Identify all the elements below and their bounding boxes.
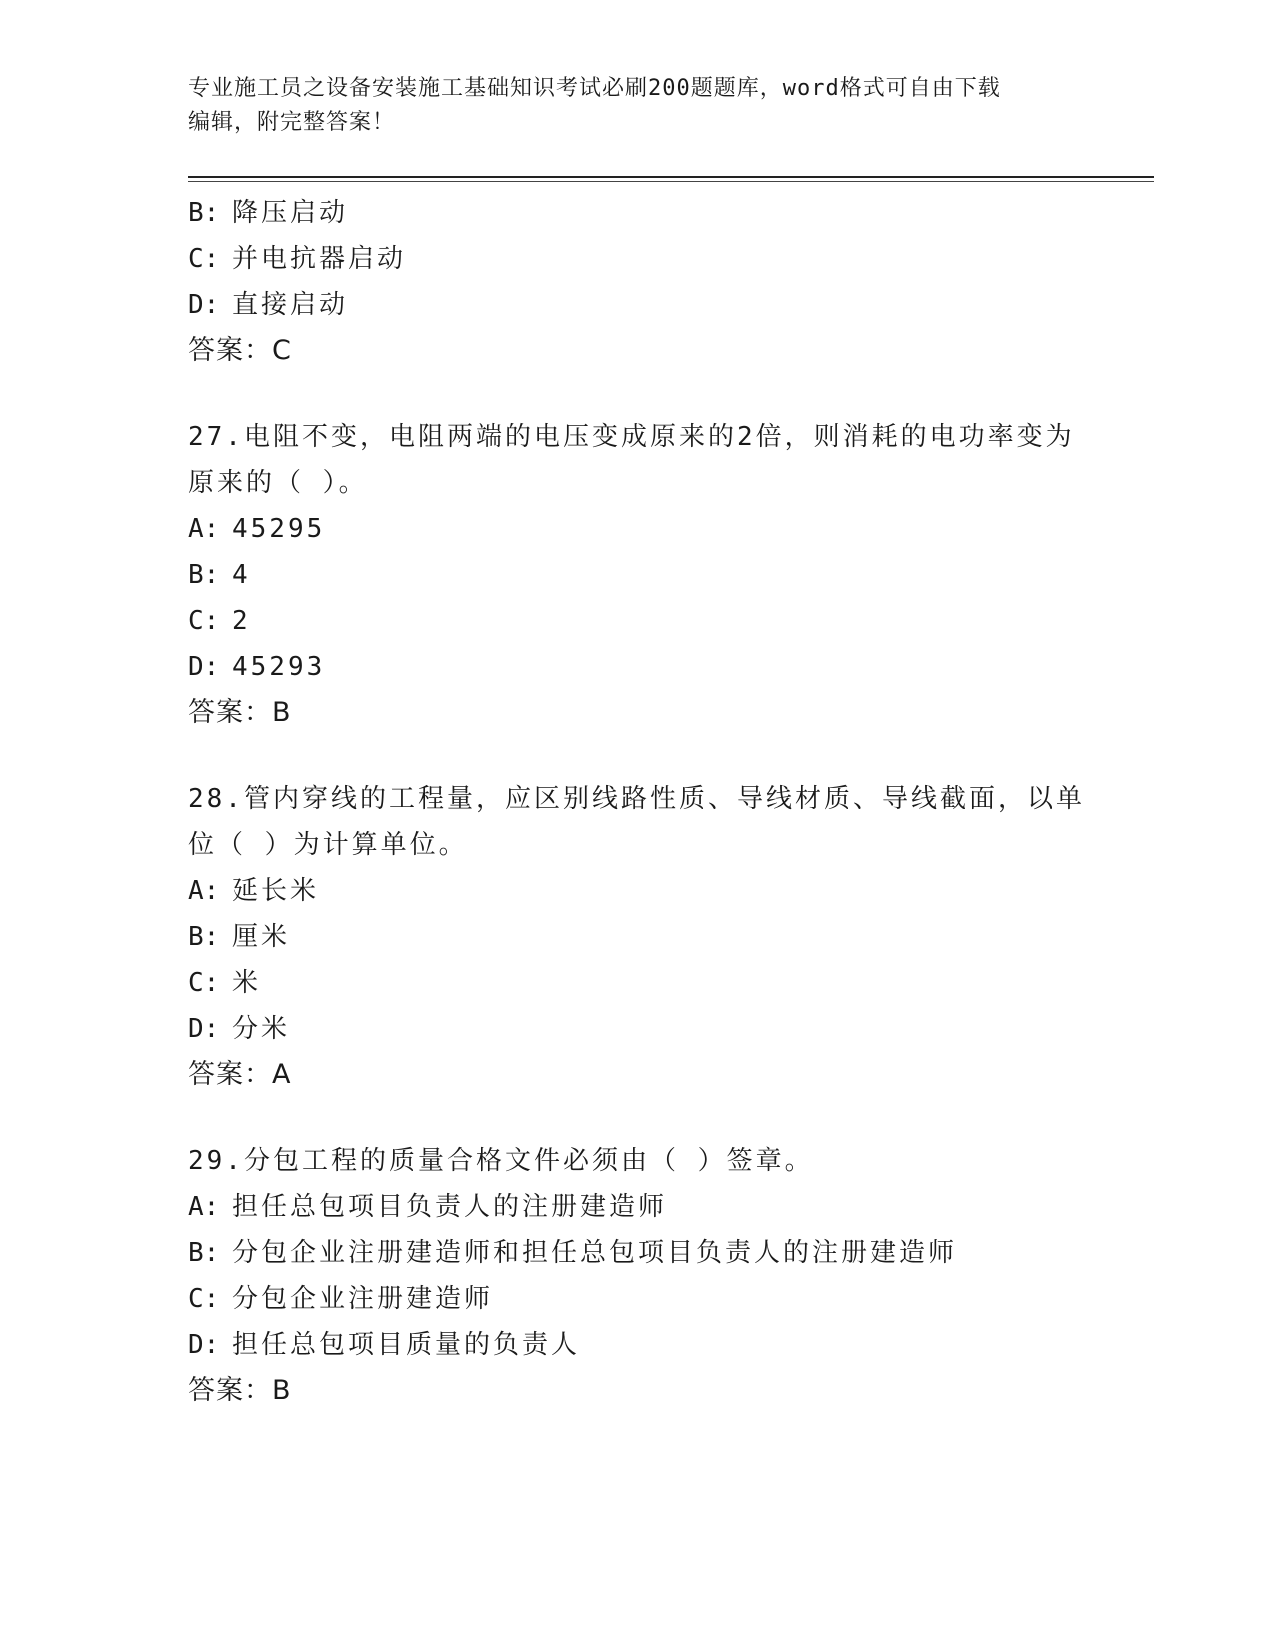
option-b bbox=[188, 1230, 1088, 1276]
option-text: 直接启动 bbox=[232, 290, 349, 320]
option-text: 并电抗器启动 bbox=[232, 244, 407, 274]
option-label: D: bbox=[188, 1330, 220, 1360]
header-divider-thin bbox=[188, 181, 1154, 182]
option-text: 分米 bbox=[232, 1014, 291, 1044]
option-b bbox=[188, 914, 1088, 960]
question-28 bbox=[188, 776, 1088, 1098]
option-label: B: bbox=[188, 1238, 220, 1268]
option-label: A: bbox=[188, 514, 220, 544]
option-text: 米 bbox=[232, 968, 262, 998]
option-label: C: bbox=[188, 606, 220, 636]
question-29 bbox=[188, 1138, 1088, 1414]
option-text: 分包企业注册建造师 bbox=[232, 1284, 494, 1314]
option-a bbox=[188, 1184, 1088, 1230]
option-label: B: bbox=[188, 922, 220, 952]
question-text-cont: 原来的（ ）。 bbox=[188, 468, 368, 498]
option-label: C: bbox=[188, 244, 220, 274]
option-b bbox=[188, 552, 1088, 598]
option-text: 延长米 bbox=[232, 876, 320, 906]
option-a bbox=[188, 868, 1088, 914]
option-b bbox=[188, 190, 1088, 236]
option-label: D: bbox=[188, 290, 220, 320]
question-text: 27.电阻不变，电阻两端的电压变成原来的2倍，则消耗的电功率变为 bbox=[188, 422, 1075, 452]
option-text: 担任总包项目负责人的注册建造师 bbox=[232, 1192, 668, 1222]
option-text: 4 bbox=[232, 560, 251, 590]
option-d bbox=[188, 282, 1088, 328]
option-label: D: bbox=[188, 1014, 220, 1044]
option-text: 厘米 bbox=[232, 922, 291, 952]
header-title-line1: 专业施工员之设备安装施工基础知识考试必刷200题题库，word格式可自由下载 bbox=[188, 76, 1001, 101]
question-text-cont: 位（ ）为计算单位。 bbox=[188, 830, 468, 860]
question-text: 28.管内穿线的工程量，应区别线路性质、导线材质、导线截面，以单 bbox=[188, 784, 1085, 814]
option-text: 分包企业注册建造师和担任总包项目负责人的注册建造师 bbox=[232, 1238, 958, 1268]
option-text: 45295 bbox=[232, 514, 326, 544]
option-d bbox=[188, 644, 1088, 690]
option-text: 2 bbox=[232, 606, 251, 636]
header-divider bbox=[188, 176, 1154, 178]
option-c bbox=[188, 1276, 1088, 1322]
option-label: A: bbox=[188, 1192, 220, 1222]
document-header bbox=[188, 72, 1068, 140]
option-label: B: bbox=[188, 560, 220, 590]
option-text: 担任总包项目质量的负责人 bbox=[232, 1330, 581, 1360]
option-c bbox=[188, 960, 1088, 1006]
question-list bbox=[188, 190, 1088, 1414]
option-text: 45293 bbox=[232, 652, 326, 682]
answer-line: 答案：C bbox=[188, 335, 292, 366]
option-label: C: bbox=[188, 1284, 220, 1314]
question-26-tail bbox=[188, 190, 1088, 374]
option-label: A: bbox=[188, 876, 220, 906]
question-text: 29.分包工程的质量合格文件必须由（ ）签章。 bbox=[188, 1146, 814, 1176]
option-label: B: bbox=[188, 198, 220, 228]
answer-line: 答案：B bbox=[188, 697, 292, 728]
option-d bbox=[188, 1006, 1088, 1052]
option-c bbox=[188, 236, 1088, 282]
option-text: 降压启动 bbox=[232, 198, 349, 228]
answer-line: 答案：B bbox=[188, 1375, 292, 1406]
option-d bbox=[188, 1322, 1088, 1368]
header-title-line2: 编辑，附完整答案！ bbox=[188, 110, 396, 135]
question-27 bbox=[188, 414, 1088, 736]
option-a bbox=[188, 506, 1088, 552]
option-c bbox=[188, 598, 1088, 644]
answer-line: 答案：A bbox=[188, 1059, 292, 1090]
option-label: D: bbox=[188, 652, 220, 682]
option-label: C: bbox=[188, 968, 220, 998]
